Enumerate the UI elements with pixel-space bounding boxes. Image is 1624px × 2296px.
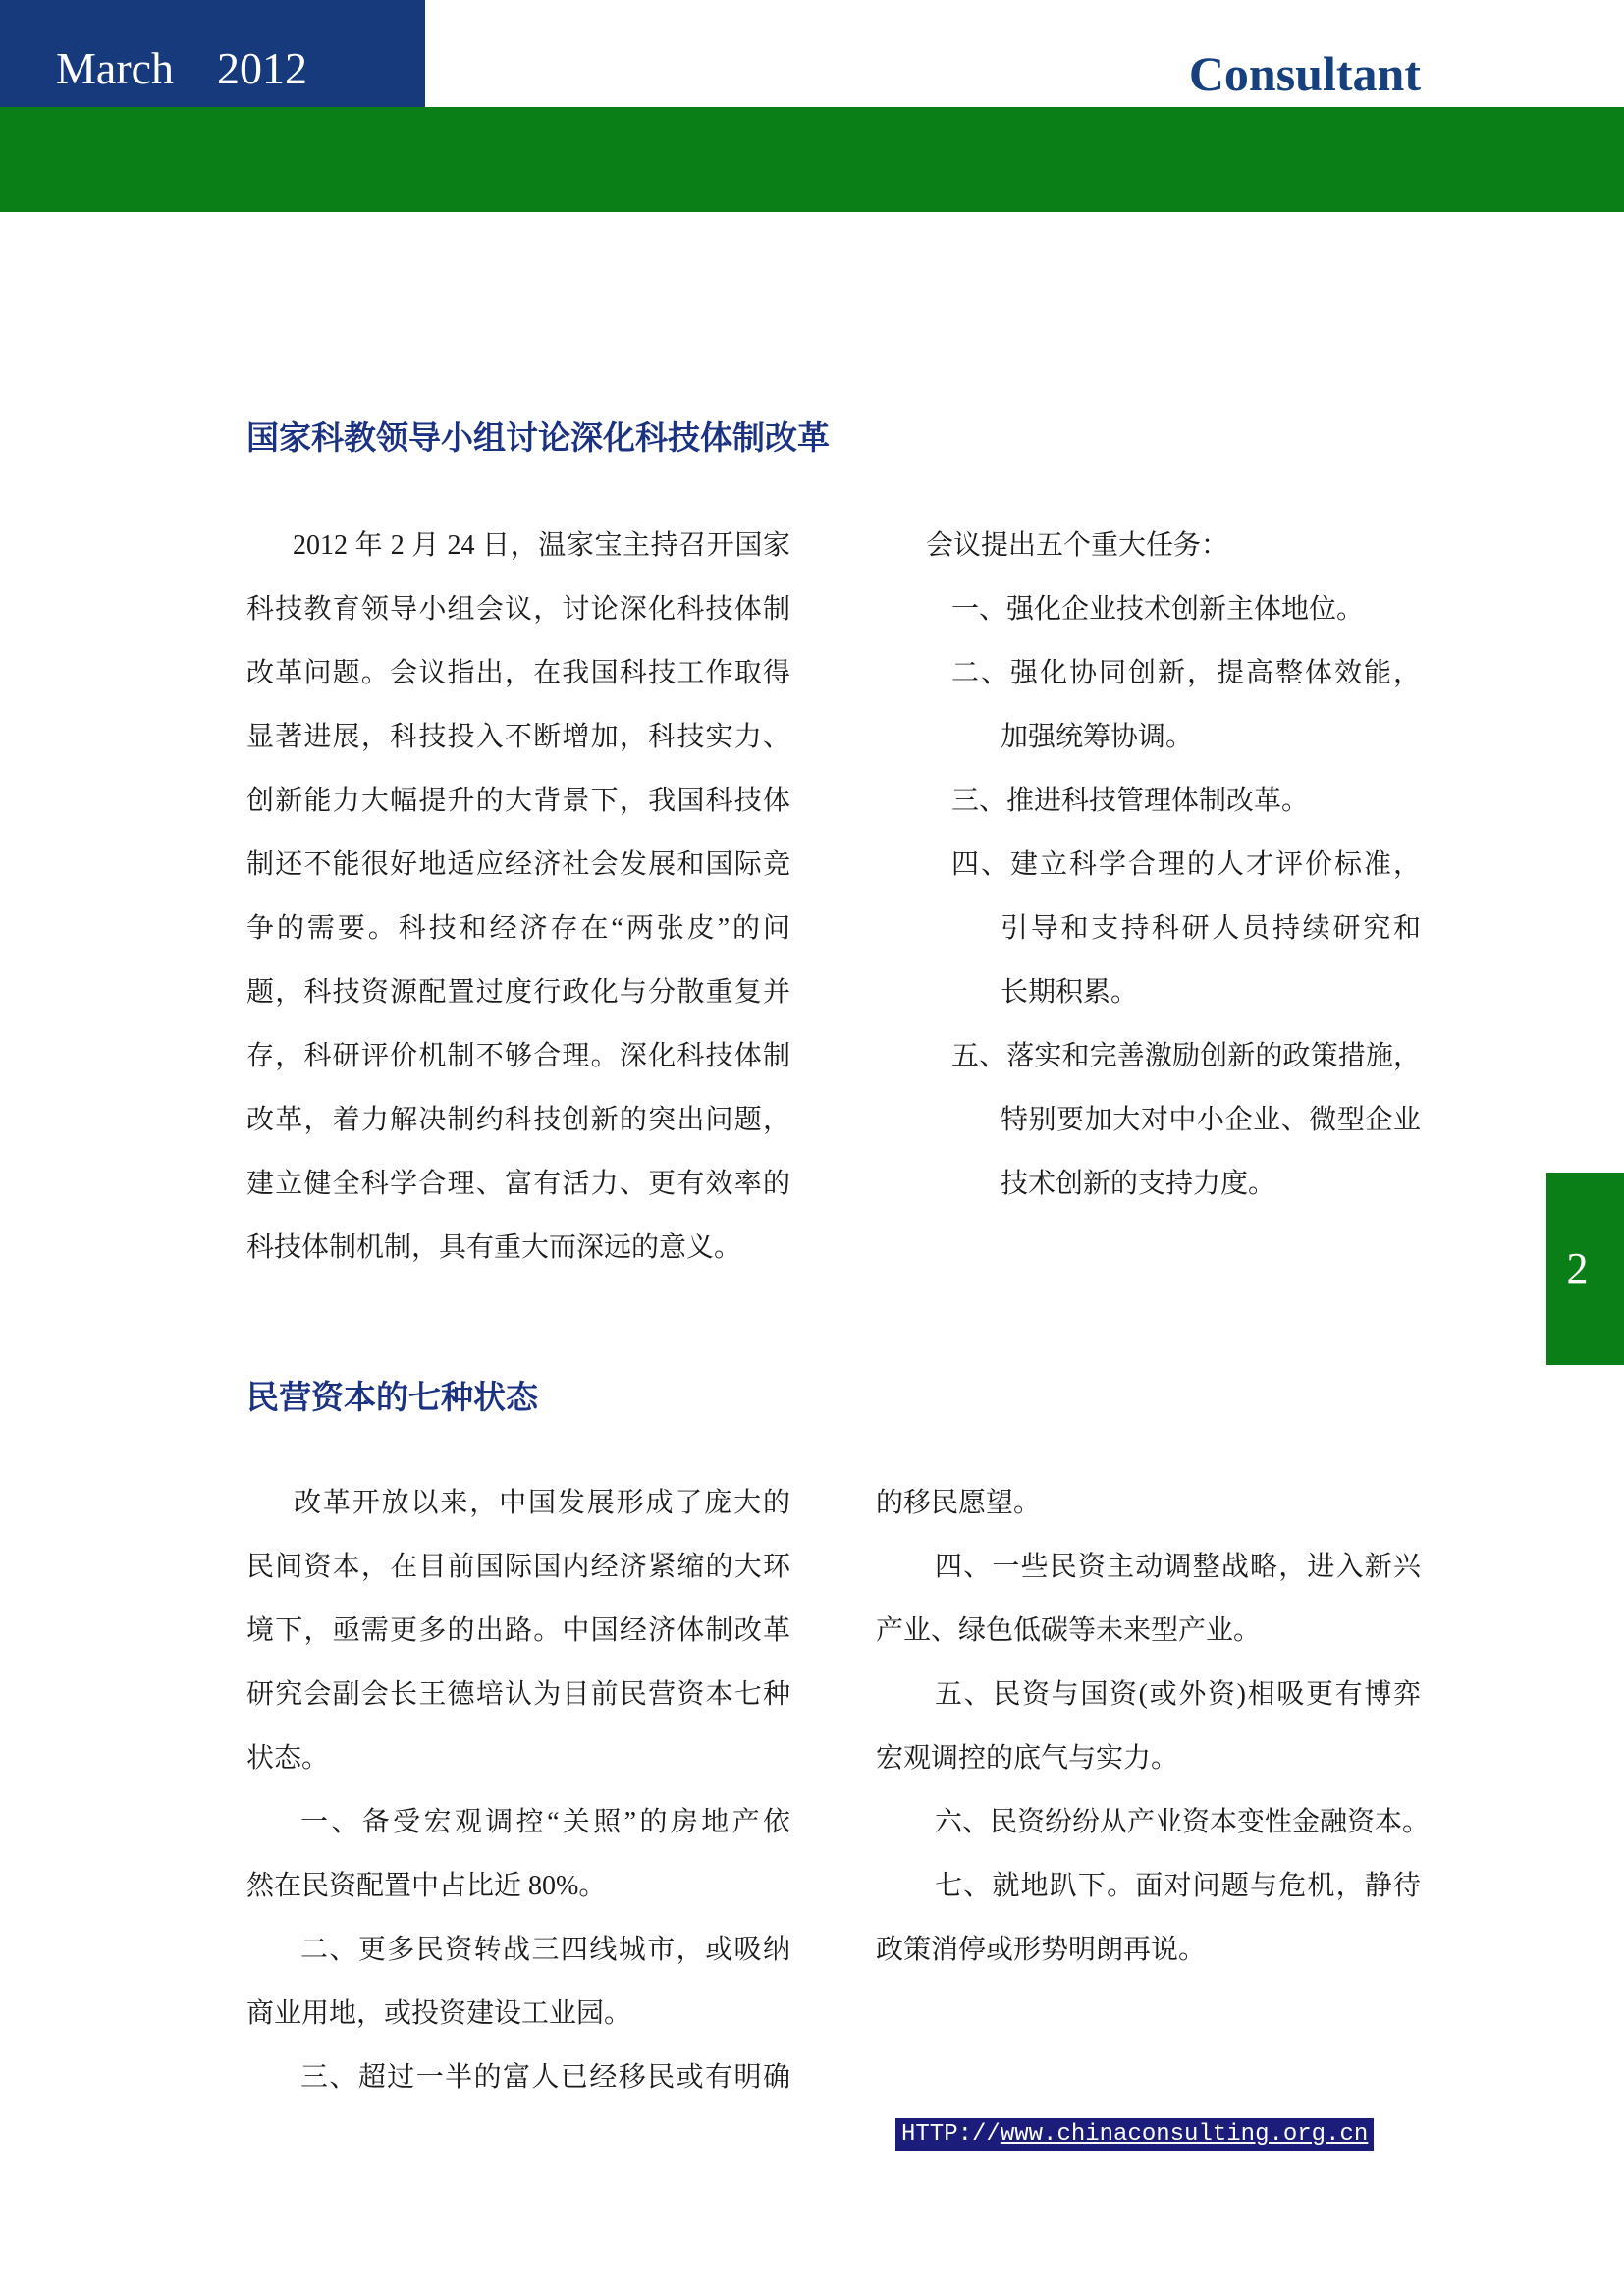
paragraph (246, 1471, 790, 1790)
text-line: 建立健全科学合理、富有活力、更有效率的 (246, 1169, 790, 1199)
text-line: 一、强化企业技术创新主体地位。 (951, 594, 1365, 625)
text-line: 存，科研评价机制不够合理。深化科技体制 (246, 1041, 790, 1071)
paragraph (926, 1024, 1421, 1216)
website-link-prefix: HTTP:// (901, 2121, 1001, 2148)
text-column-left (246, 514, 790, 1280)
text-line: 政策消停或形势明朗再说。 (876, 1935, 1207, 1965)
text-line: 改革开放以来，中国发展形成了庞大的 (294, 1488, 790, 1518)
text-line: 三、超过一半的富人已经移民或有明确 (300, 2062, 790, 2093)
paragraph (246, 2046, 790, 2109)
text-line: 二、强化协同创新，提高整体效能， (951, 658, 1421, 688)
text-line: 会议提出五个重大任务： (926, 530, 1229, 561)
paragraph (246, 1790, 790, 1918)
text-line: 产业、绿色低碳等未来型产业。 (876, 1615, 1262, 1646)
text-line: 六、民资纷纷从产业资本变性金融资本。 (935, 1807, 1431, 1837)
text-line: 争的需要。科技和经济存在“两张皮”的问 (246, 913, 790, 944)
text-line: 研究会副会长王德培认为目前民营资本七种 (246, 1679, 790, 1710)
issue-year: 2012 (217, 43, 307, 93)
text-line: 七、就地趴下。面对问题与危机，静待 (935, 1871, 1421, 1901)
text-line: 制还不能很好地适应经济社会发展和国际竞 (246, 849, 790, 880)
header-band (0, 107, 1624, 212)
text-line: 改革问题。会议指出，在我国科技工作取得 (246, 658, 790, 688)
text-line: 二、更多民资转战三四线城市，或吸纳 (300, 1935, 790, 1965)
paragraph (876, 1790, 1431, 1854)
text-line: 境下，亟需更多的出路。中国经济体制改革 (246, 1615, 790, 1646)
text-line: 四、建立科学合理的人才评价标准， (951, 849, 1421, 880)
text-line: 特别要加大对中小企业、微型企业 (1001, 1105, 1421, 1135)
text-line: 三、推进科技管理体制改革。 (951, 786, 1310, 816)
paragraph (876, 1535, 1421, 1663)
paragraph (926, 514, 1421, 577)
text-line: 创新能力大幅提升的大背景下，我国科技体 (246, 786, 790, 816)
text-line: 然在民资配置中占比近 80%。 (246, 1871, 607, 1901)
text-line: 科技教育领导小组会议，讨论深化科技体制 (246, 594, 790, 625)
paragraph (926, 641, 1421, 769)
text-line: 状态。 (246, 1743, 330, 1774)
website-link-domain[interactable]: www.chinaconsulting.org.cn (1000, 2121, 1369, 2148)
text-line: 引导和支持科研人员持续研究和 (1001, 913, 1421, 944)
paragraph (246, 514, 790, 1280)
paragraph (926, 577, 1421, 641)
text-line: 的移民愿望。 (876, 1488, 1042, 1518)
text-column-right (926, 514, 1421, 1216)
text-line: 长期积累。 (1001, 977, 1139, 1008)
text-line: 科技体制机制，具有重大而深远的意义。 (246, 1232, 742, 1263)
text-line: 一、备受宏观调控“关照”的房地产依 (300, 1807, 790, 1837)
text-line: 五、落实和完善激励创新的政策措施， (951, 1041, 1421, 1071)
paragraph (876, 1854, 1421, 1982)
paragraph (926, 833, 1421, 1024)
text-line: 题，科技资源配置过度行政化与分散重复并 (246, 977, 790, 1008)
text-line: 四、一些民资主动调整战略，进入新兴 (935, 1552, 1421, 1582)
page-number-tab (1546, 1173, 1624, 1365)
text-line: 显著进展，科技投入不断增加，科技实力、 (246, 722, 790, 752)
article-title: 国家科教领导小组讨论深化科技体制改革 (246, 421, 830, 457)
issue-month: March (56, 43, 175, 93)
text-column-right (876, 1471, 1431, 1982)
publication-name: Consultant (1188, 46, 1421, 101)
paragraph (246, 1918, 790, 2046)
paragraph (876, 1471, 1421, 1535)
text-line: 宏观调控的底气与实力。 (876, 1743, 1179, 1774)
text-line: 五、民资与国资(或外资)相吸更有博弈 (935, 1679, 1421, 1710)
text-line: 商业用地，或投资建设工业园。 (246, 1998, 632, 2029)
page-number: 2 (1566, 1244, 1589, 1292)
paragraph (876, 1663, 1421, 1790)
text-line: 2012 年 2 月 24 日，温家宝主持召开国家 (293, 530, 790, 561)
date-banner (0, 0, 425, 107)
text-line: 加强统筹协调。 (1001, 722, 1194, 752)
website-link[interactable] (895, 2118, 1374, 2151)
text-column-left (246, 1471, 790, 2109)
article-title: 民营资本的七种状态 (246, 1381, 538, 1416)
text-line: 改革，着力解决制约科技创新的突出问题， (246, 1105, 790, 1135)
paragraph (926, 769, 1421, 833)
text-line: 技术创新的支持力度。 (1001, 1169, 1276, 1199)
text-line: 民间资本，在目前国际国内经济紧缩的大环 (246, 1552, 790, 1582)
